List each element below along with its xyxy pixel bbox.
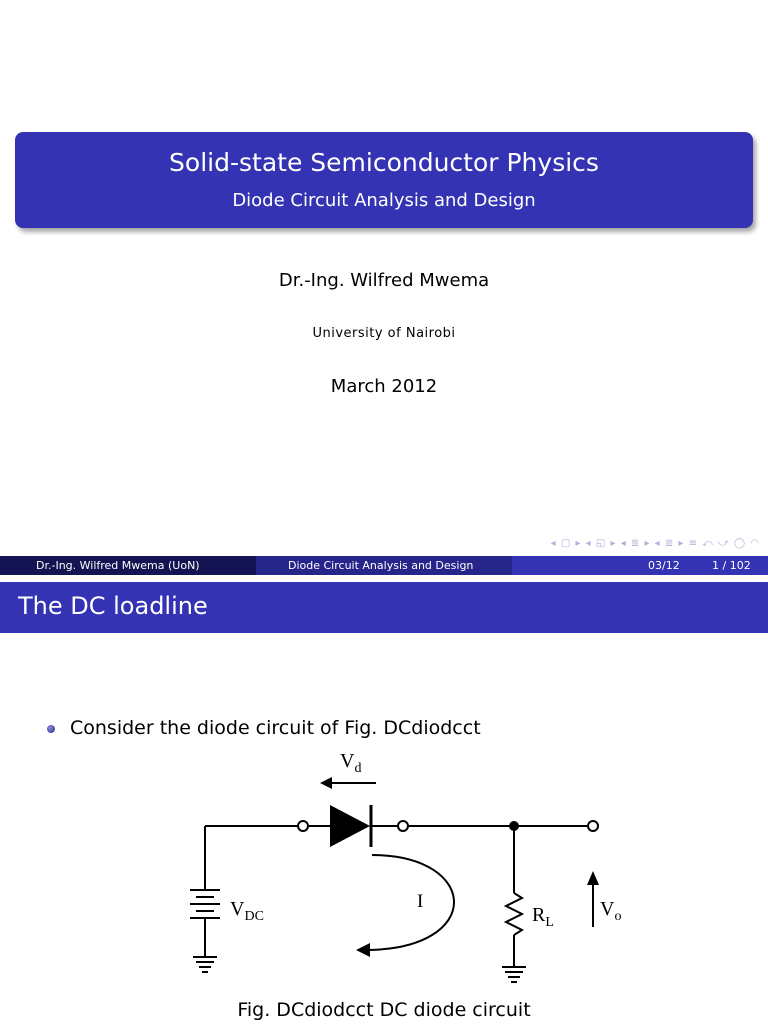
footer-author-panel	[0, 556, 256, 575]
footer-info-panel	[512, 556, 768, 575]
beamer-navigation-icons[interactable]: ◂ ▢ ▸ ◂ ◱ ▸ ◂ ≣ ▸ ◂ ≣ ▸ ≡ ⤺ ⤻ ◯ ◠	[550, 538, 760, 549]
footer-bar	[0, 556, 768, 575]
author-name: Dr.-Ing. Wilfred Mwema	[278, 270, 490, 291]
footer-title-panel	[256, 556, 512, 575]
frame-title-bar	[0, 582, 768, 633]
frame-title: The DC loadline	[18, 592, 208, 620]
label-vdc: $V_{DC}$	[230, 898, 264, 924]
footer-author: Dr.-Ing. Wilfred Mwema (UoN)	[36, 559, 200, 572]
label-current: I	[417, 891, 424, 912]
footer-date: 03/12	[648, 559, 680, 572]
bullet-icon	[47, 725, 55, 733]
bullet-text: Consider the diode circuit of Fig. DCdiodcct	[70, 717, 481, 739]
institute: University of Nairobi	[312, 326, 456, 341]
label-vo: $V_o$	[600, 898, 622, 924]
presentation-subtitle: Diode Circuit Analysis and Design	[232, 190, 536, 211]
label-rl: $R_L$	[532, 904, 554, 930]
figure-caption: Fig. DCdiodcct DC diode circuit	[237, 999, 531, 1021]
footer-page-number: 1 / 102	[712, 559, 751, 572]
diode-circuit-diagram	[180, 745, 620, 985]
presentation-date: March 2012	[330, 376, 438, 397]
presentation-title: Solid-state Semiconductor Physics	[169, 148, 599, 177]
label-vd: $V_d$	[340, 750, 362, 776]
title-box	[15, 132, 753, 228]
footer-title: Diode Circuit Analysis and Design	[288, 559, 474, 572]
